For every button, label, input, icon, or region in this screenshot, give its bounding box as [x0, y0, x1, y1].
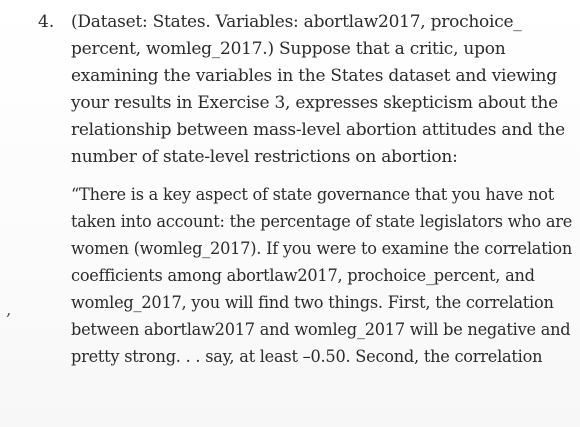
- quote-line: women (womleg_2017). If you were to examine the correlation: [71, 239, 573, 259]
- quote-line: between abortlaw2017 and womleg_2017 will be negative and: [71, 320, 571, 340]
- quote-line: taken into account: the percentage of state legislators who are: [71, 212, 573, 232]
- quote-line: “There is a key aspect of state governance that you have not: [71, 185, 554, 205]
- intro-line: your results in Exercise 3, expresses skepticism about the: [71, 93, 558, 113]
- intro-line: examining the variables in the States dataset and viewing: [71, 66, 557, 86]
- intro-line: relationship between mass-level abortion attitudes and the: [71, 120, 565, 140]
- critic-quote-paragraph: [71, 182, 573, 371]
- exercise-number: 4.: [38, 12, 55, 32]
- intro-line: percent, womleg_2017.) Suppose that a critic, upon: [71, 39, 506, 59]
- intro-line: number of state-level restrictions on abortion:: [71, 147, 458, 167]
- quote-line: womleg_2017, you will find two things. First, the correlation: [71, 293, 554, 313]
- exercise-intro-paragraph: [71, 9, 571, 171]
- quote-line: pretty strong. . . say, at least –0.50. Second, the correlation: [71, 347, 543, 367]
- margin-mark: ,: [6, 300, 12, 320]
- quote-line: coefficients among abortlaw2017, prochoice_percent, and: [71, 266, 535, 286]
- intro-line: (Dataset: States. Variables: abortlaw2017, prochoice_: [71, 12, 522, 32]
